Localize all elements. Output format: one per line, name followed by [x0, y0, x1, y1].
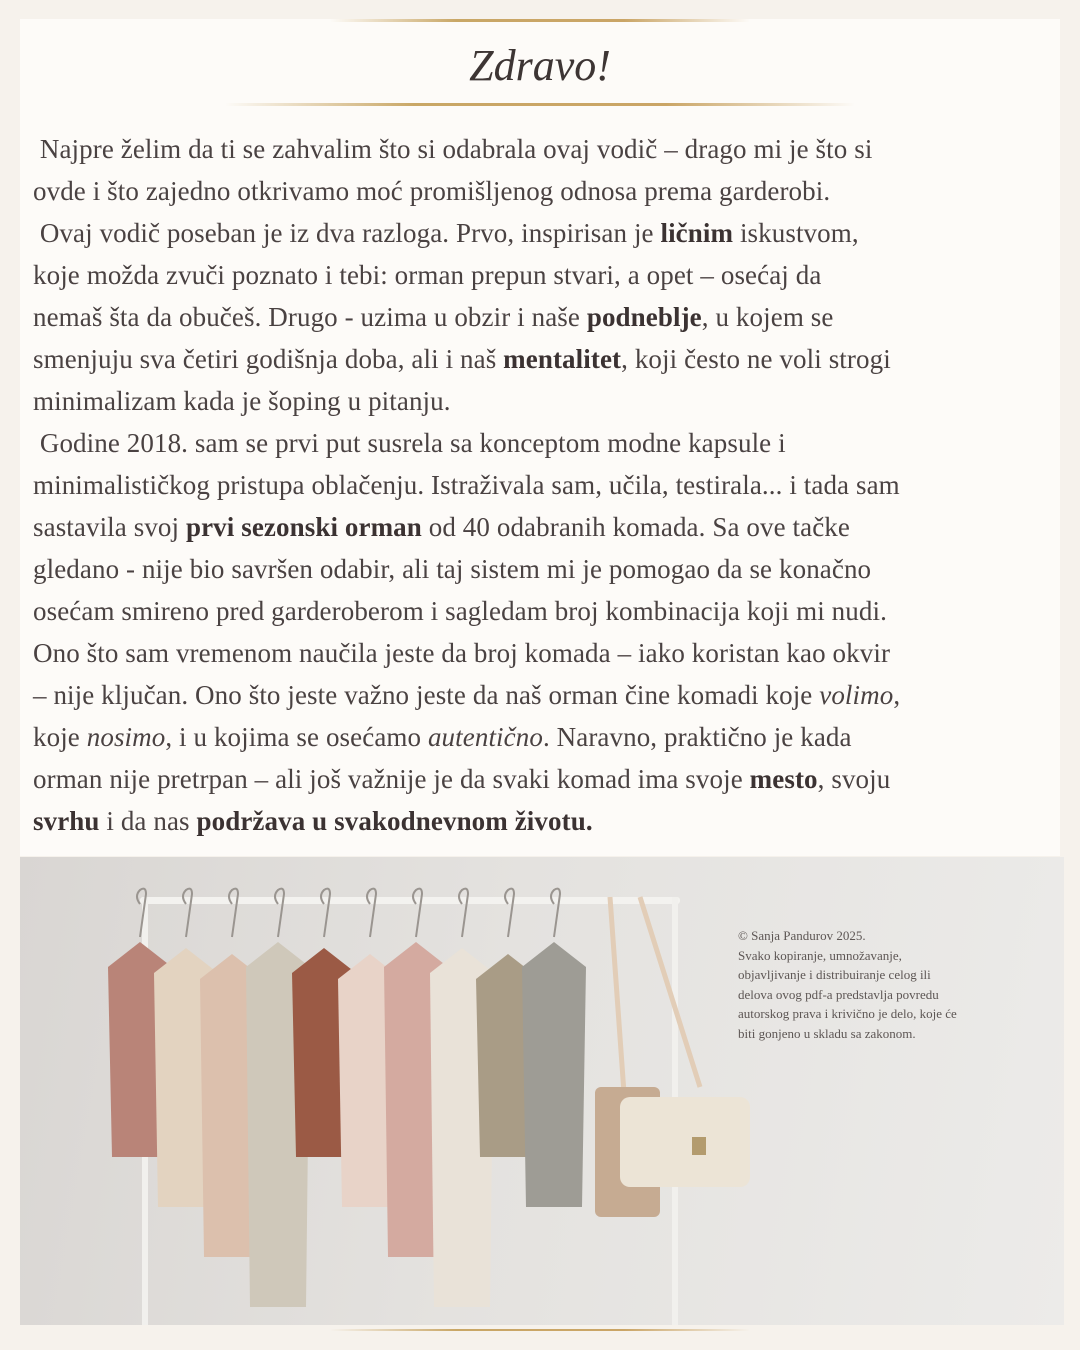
hanger-hook — [183, 889, 192, 937]
copyright-line: biti gonjeno u skladu sa zakonom. — [738, 1025, 916, 1041]
bag-buckle — [692, 1137, 706, 1155]
cream-bag — [620, 1097, 750, 1187]
text-segment: , — [893, 680, 901, 710]
hanger-hook — [413, 889, 422, 937]
bold-text: ličnim — [660, 218, 734, 248]
text-segment: iskustvom, — [733, 218, 859, 248]
italic-text: autentično — [427, 722, 543, 752]
bold-text: prvi sezonski orman — [185, 512, 422, 542]
bold-text: podneblje — [586, 302, 702, 332]
text-segment: Ono što sam vremenom naučila jeste da broj komada – iako koristan kao okvir — [33, 638, 891, 668]
text-segment: koje možda zvuči poznato i tebi: orman prepun stvari, a opet – osećaj da — [33, 260, 822, 290]
copyright-notice — [738, 926, 1058, 1043]
text-segment: od 40 odabranih komada. Sa ove tačke — [421, 512, 850, 542]
text-segment: gledano - nije bio savršen odabir, ali taj sistem mi je pomogao da se konačno — [33, 554, 872, 584]
text-segment: – nije ključan. Ono što jeste važno jeste da naš orman čine komadi koje — [33, 680, 820, 710]
bold-text: mesto — [749, 764, 818, 794]
title-gold-divider — [225, 103, 855, 106]
hanger-hook — [229, 889, 238, 937]
text-line — [33, 758, 1063, 800]
italic-text: volimo — [819, 680, 894, 710]
text-segment: ovde i što zajedno otkrivamo moć promišljenog odnosa prema garderobi. — [33, 176, 831, 206]
text-segment: Najpre želim da ti se zahvalim što si odabrala ovaj vodič – drago mi je što si — [33, 134, 873, 164]
text-segment: orman nije pretrpan – ali još važnije je da svaki komad ima svoje — [33, 764, 750, 794]
text-line — [33, 170, 1063, 212]
text-segment: Ovaj vodič poseban je iz dva razloga. Prvo, inspirisan je — [33, 218, 661, 248]
text-line — [33, 674, 1063, 716]
text-line — [33, 254, 1063, 296]
italic-text: nosimo — [86, 722, 166, 752]
hanger-hook — [275, 889, 284, 937]
hanger-hook — [367, 889, 376, 937]
hanger-hook — [505, 889, 514, 937]
text-segment: i da nas — [99, 806, 197, 836]
garment — [522, 942, 586, 1207]
text-line — [33, 590, 1063, 632]
hanger-hook — [321, 889, 330, 937]
text-line — [33, 548, 1063, 590]
copyright-line: delova ovog pdf-a predstavlja povredu — [738, 986, 939, 1002]
text-line — [33, 338, 1063, 380]
text-line — [33, 800, 1063, 842]
top-gold-divider — [330, 19, 750, 22]
text-line — [33, 380, 1063, 422]
text-segment: minimalističkog pristupa oblačenju. Istraživala sam, učila, testirala... i tada sam — [33, 470, 900, 500]
copyright-line: Svako kopiranje, umnožavanje, — [738, 947, 902, 963]
text-line — [33, 632, 1063, 674]
text-line — [33, 506, 1063, 548]
text-segment: nemaš šta da obučeš. Drugo - uzima u obzir i naše — [33, 302, 587, 332]
rack-bar — [140, 897, 680, 904]
copyright-line: © Sanja Pandurov 2025. — [738, 928, 866, 943]
text-segment: minimalizam kada je šoping u pitanju. — [33, 386, 451, 416]
text-segment: , svoju — [817, 764, 891, 794]
hanger-hook — [551, 889, 560, 937]
text-line — [33, 128, 1063, 170]
text-segment: , u kojem se — [701, 302, 834, 332]
intro-text — [33, 128, 1063, 842]
text-segment: , i u kojima se osećamo — [165, 722, 428, 752]
text-segment: osećam smireno pred garderoberom i sagledam broj kombinacija koji mi nudi. — [33, 596, 887, 626]
text-segment: sastavila svoj — [33, 512, 186, 542]
text-segment: . Naravno, praktično je kada — [542, 722, 852, 752]
copyright-line: autorskog prava i krivično je delo, koje će — [738, 1006, 957, 1021]
text-line — [33, 716, 1063, 758]
text-line — [33, 464, 1063, 506]
text-segment: koje — [33, 722, 87, 752]
text-line — [33, 422, 1063, 464]
hanger-hook — [459, 889, 468, 937]
page-title: Zdravo! — [469, 41, 611, 90]
text-segment: Godine 2018. sam se prvi put susrela sa konceptom modne kapsule i — [33, 428, 786, 458]
bold-text: podržava u svakodnevnom životu. — [196, 806, 593, 836]
bold-text: mentalitet — [503, 344, 622, 374]
bold-text: svrhu — [33, 806, 100, 836]
text-line — [33, 212, 1063, 254]
bag-strap — [610, 897, 700, 1107]
bottom-gold-divider — [330, 1329, 750, 1331]
copyright-line: objavljivanje i distribuiranje celog ili — [738, 967, 931, 982]
text-segment: , koji često ne voli strogi — [621, 344, 891, 374]
text-line — [33, 296, 1063, 338]
text-segment: smenjuju sva četiri godišnja doba, ali i naš — [33, 344, 504, 374]
